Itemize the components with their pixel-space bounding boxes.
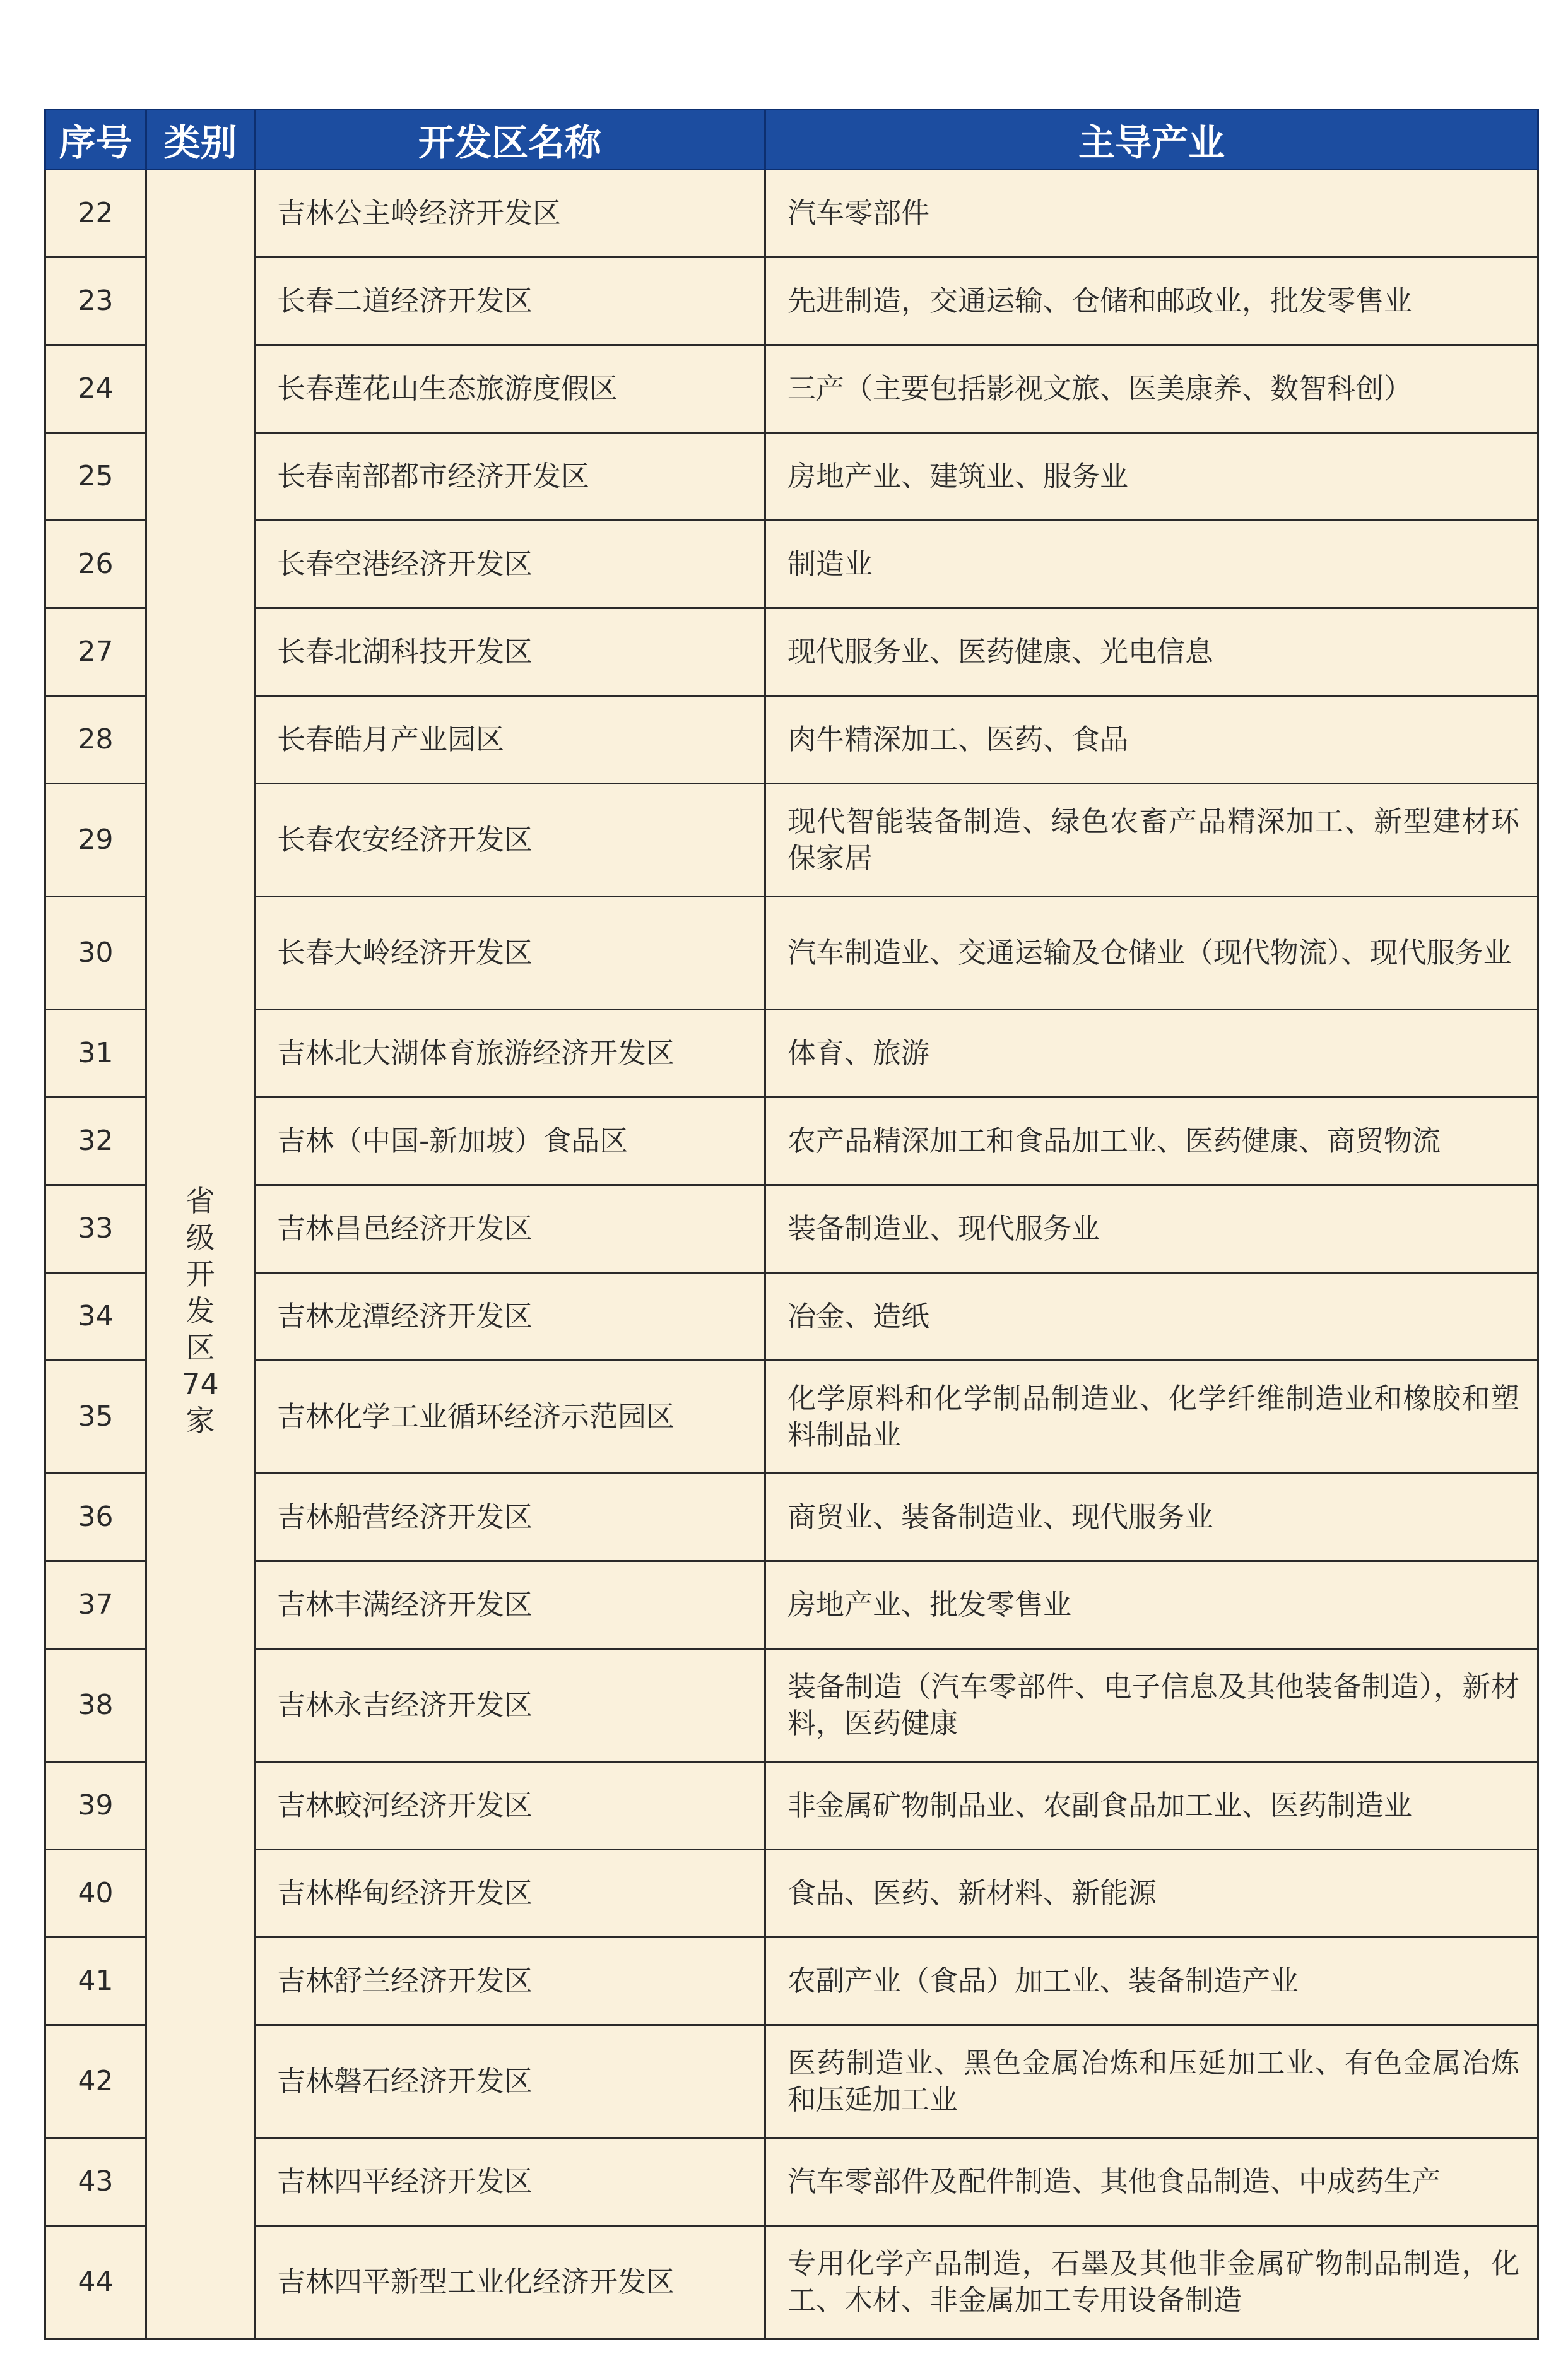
- table-row: [45, 170, 1538, 257]
- row-index: 28: [45, 696, 146, 784]
- zone-name: 长春空港经济开发区: [255, 521, 765, 608]
- zone-name: 长春南部都市经济开发区: [255, 433, 765, 521]
- table-row: [45, 1649, 1538, 1762]
- row-index: 44: [45, 2226, 146, 2339]
- leading-industry: 现代服务业、医药健康、光电信息: [765, 608, 1538, 696]
- leading-industry: 非金属矿物制品业、农副食品加工业、医药制造业: [765, 1762, 1538, 1850]
- leading-industry: 化学原料和化学制品制造业、化学纤维制造业和橡胶和塑料制品业: [765, 1361, 1538, 1474]
- zone-name: 吉林（中国-新加坡）食品区: [255, 1097, 765, 1185]
- table-row: [45, 1185, 1538, 1273]
- table-header: [45, 110, 1538, 170]
- category-cell: [146, 170, 255, 2339]
- leading-industry: 装备制造（汽车零部件、电子信息及其他装备制造），新材料，医药健康: [765, 1649, 1538, 1762]
- row-index: 40: [45, 1850, 146, 1937]
- leading-industry: 食品、医药、新材料、新能源: [765, 1850, 1538, 1937]
- zone-name: 吉林船营经济开发区: [255, 1474, 765, 1561]
- header-index: 序号: [45, 110, 146, 170]
- leading-industry: 肉牛精深加工、医药、食品: [765, 696, 1538, 784]
- leading-industry: 装备制造业、现代服务业: [765, 1185, 1538, 1273]
- zone-name: 吉林蛟河经济开发区: [255, 1762, 765, 1850]
- leading-industry: 汽车零部件及配件制造、其他食品制造、中成药生产: [765, 2138, 1538, 2226]
- table-row: [45, 897, 1538, 1010]
- table-row: [45, 257, 1538, 345]
- row-index: 42: [45, 2025, 146, 2138]
- zone-name: 吉林公主岭经济开发区: [255, 170, 765, 257]
- header-leading-industry: 主导产业: [765, 110, 1538, 170]
- row-index: 41: [45, 1937, 146, 2025]
- table-row: [45, 2226, 1538, 2339]
- table-row: [45, 608, 1538, 696]
- table-row: [45, 1010, 1538, 1097]
- table-row: [45, 1850, 1538, 1937]
- header-category: 类别: [146, 110, 255, 170]
- table-body: [45, 170, 1538, 2339]
- zone-name: 长春莲花山生态旅游度假区: [255, 345, 765, 433]
- zone-name: 吉林四平新型工业化经济开发区: [255, 2226, 765, 2339]
- leading-industry: 农副产业（食品）加工业、装备制造产业: [765, 1937, 1538, 2025]
- zone-name: 吉林永吉经济开发区: [255, 1649, 765, 1762]
- leading-industry: 商贸业、装备制造业、现代服务业: [765, 1474, 1538, 1561]
- row-index: 29: [45, 784, 146, 897]
- leading-industry: 三产（主要包括影视文旅、医美康养、数智科创）: [765, 345, 1538, 433]
- leading-industry: 汽车零部件: [765, 170, 1538, 257]
- table-row: [45, 1937, 1538, 2025]
- zone-name: 吉林舒兰经济开发区: [255, 1937, 765, 2025]
- leading-industry: 房地产业、建筑业、服务业: [765, 433, 1538, 521]
- table-row: [45, 1273, 1538, 1361]
- leading-industry: 汽车制造业、交通运输及仓储业（现代物流）、现代服务业: [765, 897, 1538, 1010]
- table-row: [45, 784, 1538, 897]
- row-index: 27: [45, 608, 146, 696]
- row-index: 22: [45, 170, 146, 257]
- row-index: 23: [45, 257, 146, 345]
- leading-industry: 医药制造业、黑色金属冶炼和压延加工业、有色金属冶炼和压延加工业: [765, 2025, 1538, 2138]
- leading-industry: 农产品精深加工和食品加工业、医药健康、商贸物流: [765, 1097, 1538, 1185]
- table-row: [45, 2025, 1538, 2138]
- table-row: [45, 2138, 1538, 2226]
- zone-name: 吉林丰满经济开发区: [255, 1561, 765, 1649]
- zone-name: 长春大岭经济开发区: [255, 897, 765, 1010]
- row-index: 43: [45, 2138, 146, 2226]
- leading-industry: 体育、旅游: [765, 1010, 1538, 1097]
- zone-name: 吉林龙潭经济开发区: [255, 1273, 765, 1361]
- table-row: [45, 433, 1538, 521]
- zone-name: 吉林磐石经济开发区: [255, 2025, 765, 2138]
- row-index: 34: [45, 1273, 146, 1361]
- table-row: [45, 1361, 1538, 1474]
- zone-name: 长春皓月产业园区: [255, 696, 765, 784]
- table-row: [45, 1561, 1538, 1649]
- row-index: 38: [45, 1649, 146, 1762]
- leading-industry: 房地产业、批发零售业: [765, 1561, 1538, 1649]
- leading-industry: 先进制造，交通运输、仓储和邮政业，批发零售业: [765, 257, 1538, 345]
- table-row: [45, 1097, 1538, 1185]
- table-row: [45, 1474, 1538, 1561]
- table-row: [45, 1762, 1538, 1850]
- zone-name: 吉林昌邑经济开发区: [255, 1185, 765, 1273]
- leading-industry: 专用化学产品制造，石墨及其他非金属矿物制品制造，化工、木材、非金属加工专用设备制造: [765, 2226, 1538, 2339]
- leading-industry: 冶金、造纸: [765, 1273, 1538, 1361]
- zone-name: 吉林桦甸经济开发区: [255, 1850, 765, 1937]
- row-index: 39: [45, 1762, 146, 1850]
- zone-name: 长春二道经济开发区: [255, 257, 765, 345]
- table-row: [45, 521, 1538, 608]
- table-row: [45, 345, 1538, 433]
- zone-name: 吉林北大湖体育旅游经济开发区: [255, 1010, 765, 1097]
- development-zone-table: [44, 109, 1539, 2340]
- category-label: 省级开发区74家: [182, 1183, 219, 1438]
- row-index: 32: [45, 1097, 146, 1185]
- row-index: 30: [45, 897, 146, 1010]
- row-index: 25: [45, 433, 146, 521]
- table-row: [45, 696, 1538, 784]
- row-index: 26: [45, 521, 146, 608]
- row-index: 35: [45, 1361, 146, 1474]
- leading-industry: 现代智能装备制造、绿色农畜产品精深加工、新型建材环保家居: [765, 784, 1538, 897]
- header-zone-name: 开发区名称: [255, 110, 765, 170]
- row-index: 33: [45, 1185, 146, 1273]
- row-index: 31: [45, 1010, 146, 1097]
- row-index: 24: [45, 345, 146, 433]
- row-index: 36: [45, 1474, 146, 1561]
- row-index: 37: [45, 1561, 146, 1649]
- leading-industry: 制造业: [765, 521, 1538, 608]
- zone-name: 吉林化学工业循环经济示范园区: [255, 1361, 765, 1474]
- zone-name: 吉林四平经济开发区: [255, 2138, 765, 2226]
- zone-name: 长春农安经济开发区: [255, 784, 765, 897]
- zone-name: 长春北湖科技开发区: [255, 608, 765, 696]
